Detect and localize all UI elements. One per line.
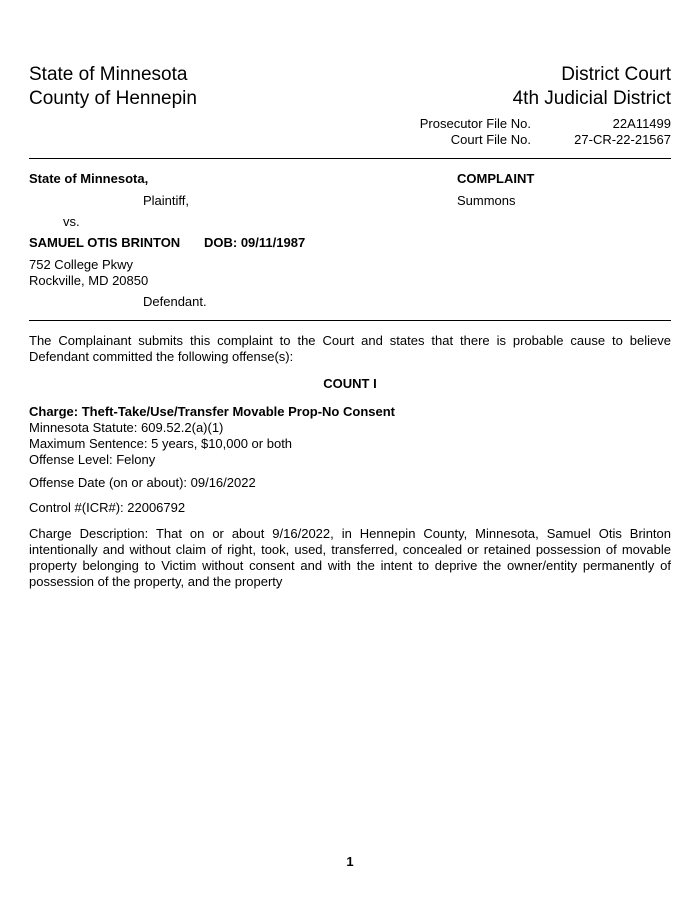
control-number: Control #(ICR#): 22006792 xyxy=(29,500,186,515)
court-name: District Court xyxy=(561,64,671,85)
defendant-address-line1: 752 College Pkwy xyxy=(29,257,134,272)
maximum-sentence: Maximum Sentence: 5 years, $10,000 or both xyxy=(29,436,293,451)
plaintiff-role: Plaintiff, xyxy=(143,193,190,208)
court-block xyxy=(513,63,671,111)
charge-description: Charge Description: That on or about 9/16/2022, in Hennepin County, Minnesota, Samuel Otis Brinton intentionally and without claim of right, took, used, transferred, concealed or retained possession of movable property belonging to Victim without consent and with the intent to deprive the owner/entity permanently of possession of the property, and the property xyxy=(29,526,671,589)
jurisdiction-block xyxy=(29,63,197,111)
county-name: County of Hennepin xyxy=(29,88,197,109)
file-numbers xyxy=(371,116,671,148)
state-name: State of Minnesota xyxy=(29,64,188,85)
charge-block xyxy=(29,404,395,468)
plaintiff-name: State of Minnesota, xyxy=(29,171,149,186)
versus: vs. xyxy=(63,214,80,229)
page-number: 1 xyxy=(346,854,354,869)
defendant-dob: DOB: 09/11/1987 xyxy=(204,235,306,250)
intro-paragraph: The Complainant submits this complaint to the Court and states that there is probable cause to believe Defendant committed the following offense(s): xyxy=(29,333,671,364)
document-type: COMPLAINT xyxy=(457,171,535,186)
judicial-district: 4th Judicial District xyxy=(512,88,671,109)
document-page xyxy=(29,0,671,906)
document-subtype: Summons xyxy=(457,193,516,208)
statute: Minnesota Statute: 609.52.2(a)(1) xyxy=(29,420,224,435)
court-file-label: Court File No. xyxy=(450,132,531,147)
count-title: COUNT I xyxy=(323,376,377,391)
defendant-role: Defendant. xyxy=(143,294,207,309)
defendant-name: SAMUEL OTIS BRINTON xyxy=(29,235,181,250)
prosecutor-file-label: Prosecutor File No. xyxy=(419,116,531,131)
court-file-value: 27-CR-22-21567 xyxy=(574,132,671,147)
top-divider xyxy=(29,158,671,159)
offense-date: Offense Date (on or about): 09/16/2022 xyxy=(29,475,256,490)
caption-divider xyxy=(29,320,671,321)
defendant-address-line2: Rockville, MD 20850 xyxy=(29,273,149,288)
offense-level: Offense Level: Felony xyxy=(29,452,156,467)
court-file-row xyxy=(371,132,671,148)
charge-title: Charge: Theft-Take/Use/Transfer Movable Prop-No Consent xyxy=(29,404,395,419)
prosecutor-file-row xyxy=(371,116,671,132)
prosecutor-file-value: 22A11499 xyxy=(612,116,671,131)
